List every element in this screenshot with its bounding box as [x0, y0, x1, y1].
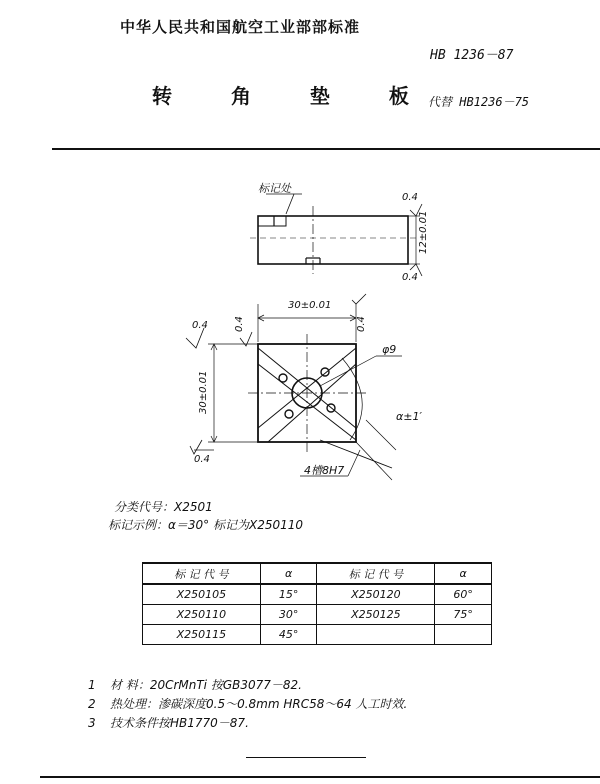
marking-table — [142, 562, 492, 645]
header-divider — [52, 148, 600, 150]
side-view — [250, 182, 422, 276]
note-number: 1 — [88, 678, 96, 692]
slots-label: 4槽8H7 — [304, 464, 345, 477]
table-cell: X250105 — [143, 584, 261, 605]
note-item — [88, 695, 407, 714]
note-number: 2 — [88, 697, 96, 711]
note-text: 材 料：20CrMnTi 按GB3077－82. — [110, 678, 302, 692]
table-cell — [317, 625, 435, 645]
note-text: 技术条件按HB1770－87. — [110, 716, 249, 730]
plan-roughness-right: 0.4 — [356, 316, 367, 332]
technical-drawing — [170, 178, 450, 488]
classification-code: 分类代号：X2501 — [114, 500, 213, 514]
table-cell: X250120 — [317, 584, 435, 605]
plan-height: 30±0.01 — [198, 370, 209, 414]
side-view-outline — [258, 216, 408, 264]
issuing-organization: 中华人民共和国航空工业部部标准 — [120, 18, 361, 36]
table-row — [143, 584, 492, 605]
table-row — [143, 605, 492, 625]
col-header-code-2: 标 记 代 号 — [317, 563, 435, 584]
plan-roughness-mid: 0.4 — [234, 316, 245, 332]
note-item — [88, 714, 407, 733]
table-cell: X250125 — [317, 605, 435, 625]
table-cell: 30° — [260, 605, 317, 625]
table-cell: 75° — [435, 605, 492, 625]
col-header-alpha-1: α — [260, 563, 317, 584]
marking-example: 标记示例：α＝30° 标记为X250110 — [108, 518, 304, 532]
table-row — [143, 625, 492, 645]
table-cell: 45° — [260, 625, 317, 645]
angle-tolerance-label: α±1′ — [396, 410, 422, 423]
table-cell — [435, 625, 492, 645]
replaces-standard: 代替 HB1236－75 — [428, 95, 530, 109]
standard-code: HB 1236－87 — [430, 48, 514, 63]
table-cell: X250115 — [143, 625, 261, 645]
side-roughness-bottom: 0.4 — [402, 272, 418, 283]
table-cell: X250110 — [143, 605, 261, 625]
footer-divider — [40, 776, 600, 778]
table-header-row — [143, 563, 492, 584]
marking-label: 标记处 — [258, 182, 291, 195]
table-cell: 15° — [260, 584, 317, 605]
page-title: 转 角 垫 板 — [152, 84, 435, 108]
note-item — [88, 676, 407, 695]
note-text: 热处理：渗碳深度0.5～0.8mm HRC58～64 人工时效. — [110, 697, 408, 711]
side-roughness-top: 0.4 — [402, 192, 418, 203]
plan-roughness-left-top: 0.4 — [192, 320, 208, 331]
plan-roughness-bottom: 0.4 — [194, 454, 210, 465]
notes-list — [88, 676, 407, 733]
side-thickness: 12±0.01 — [418, 210, 429, 254]
end-mark — [246, 757, 366, 758]
note-number: 3 — [88, 716, 96, 730]
hole-diameter-label: φ9 — [382, 343, 397, 356]
col-header-alpha-2: α — [435, 563, 492, 584]
col-header-code-1: 标 记 代 号 — [143, 563, 261, 584]
plan-width: 30±0.01 — [288, 300, 332, 311]
table-cell: 60° — [435, 584, 492, 605]
plan-view — [186, 294, 402, 480]
